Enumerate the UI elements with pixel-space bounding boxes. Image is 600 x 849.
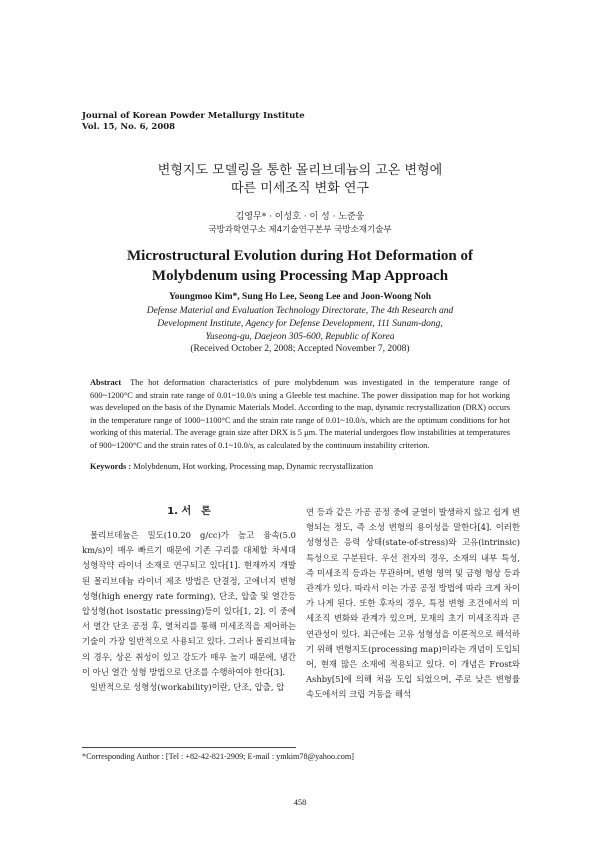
intro-paragraph-continued: 연 등과 같은 가공 공정 중에 균열이 발생하지 않고 쉽게 변형되는 정도, 즉 소성 변형의 용이성을 말한다[4]. 이러한 성형성은 응력 상태(state-of-stress)와 고유(intrinsic) 특성으로 구분된다. 우선 전자의 경우, 소재의 내부 특성, 즉 미세조직 등과는 무관하며, 변형 영역 및 금형 형상 등과 관계가 있다. 따라서 이는 가공 공정 방법에 따라 크게 차이가 나게 된다. 또한 후자의 경우, 특정 변형 조건에서의 미세조직 변화와 관계가 있으며, 모재의 초기 미세조직과 큰 연관성이 있다. 최근에는 고유 성형성을 이론적으로 해석하기 위해 변형지도(processing map)이라는 개념이 도입되어, 현재 많은 소재에 적용되고 있다. 이 개념은 Frost와 Ashby[5]에 의해 처음 도입 되었으며, 주로 낮은 변형률 속도에서의 크립 거동을 해석 [306, 507, 520, 700]
abstract-text: The hot deformation characteristics of pure molybdenum was investigated in the temperature range of 600~1200°C and strain rate range of 0.01~10.0/s using a Gleeble test machine. The power dissipation map for hot working was developed on the basis of the Dynamic Materials Model. According to the map, dynamic recrystallization (DRX) occurs in the temperature range of 1000~1100°C and the strain rate range of 0.01~10.0/s, which are the optimum conditions for hot working of this material. The average grain size after DRX is 5 μm. The material undergoes flow instabilities at temperatures of 900~1200°C and the strain rates of 0.1~10.0/s, as calculated by the continuum instability criterion. [90, 378, 510, 450]
journal-volume: Vol. 15, No. 6, 2008 [82, 121, 176, 132]
received-dates: (Received October 2, 2008; Accepted November 7, 2008) [190, 344, 410, 354]
keywords-label: Keywords : [90, 462, 132, 471]
korean-title-line1: 변형지도 모델링을 통한 몰리브데늄의 고온 변형에 [157, 163, 443, 178]
english-affiliation-line2: Development Institute, Agency for Defense Development, 111 Sunam-dong, [157, 319, 443, 329]
journal-name: Journal of Korean Powder Metallurgy Institute [82, 111, 305, 121]
intro-paragraph-2: 일반적으로 성형성(workability)이란, 단조, 압출, 압 [90, 682, 285, 693]
footnote-divider [82, 747, 296, 748]
english-authors: Youngmoo Kim*, Sung Ho Lee, Seong Lee and Joon-Woong Noh [168, 292, 432, 302]
english-title-line2: Molybdenum using Processing Map Approach [151, 268, 449, 284]
abstract [90, 377, 510, 453]
page-number: 458 [293, 798, 307, 807]
english-title-line1: Microstructural Evolution during Hot Deformation of [127, 248, 473, 264]
korean-title-line2: 따른 미세조직 변화 연구 [231, 181, 369, 196]
korean-affiliation: 국방과학연구소 제4기술연구본부 국방소재기술부 [208, 225, 392, 235]
english-affiliation-line3: Yuseong-gu, Daejeon 305-600, Republic of Korea [205, 332, 395, 342]
section-title: 1. 서 론 [167, 506, 211, 517]
korean-authors: 김영무* · 이성호 · 이 성 · 노준웅 [235, 212, 365, 222]
english-affiliation-line1: Defense Material and Evaluation Technology Directorate, The 4th Research and [146, 306, 454, 316]
intro-paragraph-1: 몰리브데늄은 밀도(10.20 g/cc)가 높고 융속(5.0 km/s)이 매우 빠르기 때문에 기존 구리를 대체할 차세대 성형작약 라이너 소재로 연구되고 있다[1]. 현재까지 개발된 몰리브데늄 라이너 제조 방법은 단결정, 고에너지 변형성형(high energy rate forming), 단조, 압출 및 열간등압성형(hot isostatic pressing)등이 있다[1, 2]. 이 중에서 열간 단조 공정 후, 열처리를 통해 미세조직을 제어하는 기술이 가장 일반적으로 사용되고 있다. 그러나 몰리브데늄의 경우, 상온 취성이 있고 강도가 매우 높기 때문에, 냉간이 아닌 열간 성형 방법으로 단조를 수행하여야 한다[3]. [82, 530, 296, 677]
right-column [306, 505, 520, 703]
keywords [90, 462, 510, 471]
journal-header [82, 111, 305, 132]
abstract-label: Abstract [90, 378, 122, 387]
keywords-text: Molybdenum, Hot working, Processing map, Dynamic recrystallization [133, 462, 374, 471]
corresponding-author-footnote: *Corresponding Author : [Tel : +82-42-821-2909; E-mail : ymkim78@yahoo.com] [82, 752, 354, 761]
left-column [82, 505, 296, 695]
